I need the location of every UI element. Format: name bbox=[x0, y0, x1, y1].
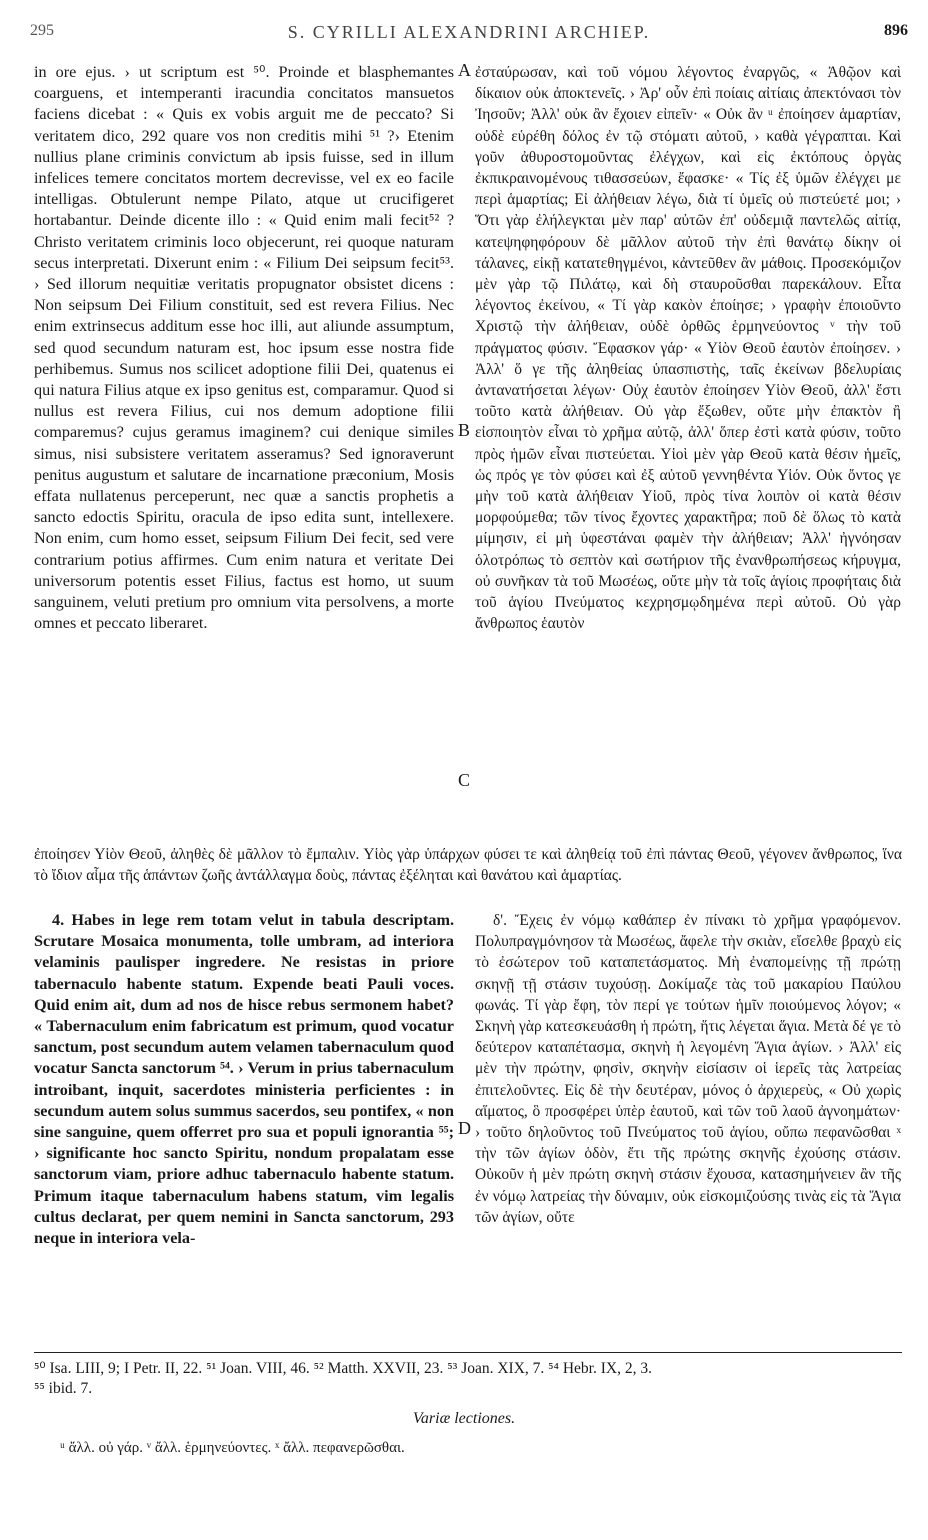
latin-column-1 bbox=[34, 62, 454, 842]
section-marker-d: D bbox=[458, 1118, 471, 1138]
latin-paragraph-1: in ore ejus. › ut scriptum est ⁵⁰. Proinde et blasphemantes coarguens, et intemperanti iracundia concitatos mansuetos faciens dicebat : « Quis ex vobis arguit me de peccato? Si veritatem dico, 292 quare vos non creditis mihi ⁵¹ ?› Etenim nullius plane criminis convictum ab ipsis fuisse, sed in illum infelices temere concitatos mortem decrevisse, vel ex eo facile intelligas. Obtulerunt nempe Pilato, atque ut crucifigeret hortabantur. Deinde dicente illo : « Quid enim mali fecit⁵² ? Christo veritatem criminis loco objecerunt, rei quoque naturam secus interpretati. Dixerunt enim : « Filium Dei seipsum fecit⁵³. › Sed illorum nequitiæ veritatis propugnator obsistet dicens : Non seipsum Dei Filium constituit, sed est revera Filius. Nec enim extrinsecus additum esse hoc illi, aut aliunde assumptum, sed quod secundum naturam est, hoc ipsum esse nostra fide perhibemus. Sumus nos scilicet adoptione filii Dei, quatenus ei qui natura Filius atque ex ipso genitus est, comparamur. Quod si nullus est revera Filius, cui nos demum adoptione filii comparemus? cujus geramus imaginem? cui denique similes simus, nisi subsistere veritatem asseramus? Sed ignoraverunt penitus augustum et salutare de incarnatione præconium, Mosis effata nullatenus perceperunt, nec quæ a sanctis prophetis a sancto edoctis Spiritu, oracula de ipso edita sunt, intellexere. Non enim, cum homo esset, seipsum Filium Dei fecit, sed vere contrarium potius affirmes. Cum enim natura et veritate Dei universorum potentis esset Filius, factus est homo, ut suum sanguinem, veluti pretium pro omnium vita persolvens, a morte omnes et peccato liberaret. bbox=[34, 63, 454, 633]
section-marker-c: C bbox=[458, 770, 471, 790]
page-number-right: 896 bbox=[884, 22, 908, 39]
latin-paragraph-2: 4. Habes in lege rem totam velut in tabula descriptam. Scrutare Mosaica monumenta, tolle umbram, ad interiora velaminis paulisper ingredere. Ne resistas in priore tabernaculo habente statum. Expende beati Pauli voces. Quid enim ait, dum ad nos de hisce rebus sermonem habet? « Tabernaculum enim fabricatum est primum, quod vocatur sanctum, post secundum autem velamen tabernaculum quod vocatur Sancta sanctorum ⁵⁴. › Verum in prius tabernaculum introibant, inquit, sacerdotes ministeria perficientes : in secundum autem solus summus sacerdos, seu pontifex, « non sine sanguine, quem offerret pro sua et populi ignorantia ⁵⁵; › significante hoc sancto Spiritu, nondum propalatam esse sanctorum viam, priore adhuc tabernaculo habente statum. Primum itaque tabernaculum habens statum, vim legalis cultus declarat, per quem nemini in Sancta sanctorum, 293 neque in interiora vela- bbox=[34, 911, 454, 1248]
greek-span-text: ἐποίησεν Υἱὸν Θεοῦ, ἀληθὲς δὲ μᾶλλον τὸ ἔμπαλιν. Υἱὸς γὰρ ὑπάρχων φύσει τε καὶ ἀληθείᾳ τοῦ ἐπὶ πάντας Θεοῦ, γέγονεν ἄνθρωπος, ἵνα τὸ ἴδιον αἷμα τῆς ἁπάντων ζωῆς ἀντάλλαγμα δοὺς, πάντας ἐξέληται καὶ θανάτου καὶ ἁμαρτίας. bbox=[34, 846, 902, 885]
section-marker-a: A bbox=[458, 60, 471, 80]
greek-paragraph-1: ἐσταύρωσαν, καὶ τοῦ νόμου λέγοντος ἐναργῶς, « Ἀθῷον καὶ δίκαιον οὐκ ἀποκτενεῖς. › Ἀρ' οὖν ἐπὶ ποίαις αἰτίαις ἀπεκτόνασι τὸν Ἰησοῦν; Ἀλλ' οὐκ ἂν ἔχοιεν εἰπεῖν· « Οὐκ ἂν ᵘ ἐποίησεν ἁμαρτίαν, οὐδὲ εὑρέθη δόλος ἐν τῷ στόματι αὐτοῦ, › καθὰ γέγραπται. Καὶ γοῦν ἀθυροστομοῦντας ἐλέγχων, καὶ εἰς ἐκτόπους ὀργὰς ἐκπικραινομένους τιθασσεύων, ἔφασκε· « Τίς ἐξ ὑμῶν ἐλέγχει με περὶ ἁμαρτίας; Εἰ ἀλήθειαν λέγω, διὰ τί ὑμεῖς οὐ πιστεύετέ μοι; › Ὅτι γὰρ ἐλήλεγκται μὲν παρ' αὐτῶν ἐπ' οὐδεμιᾷ παντελῶς αἰτίᾳ, κατεψηφηφόρουν δὲ μᾶλλον αὐτοῦ τὴν ἐπὶ θανάτῳ δίκην οἱ τάλανες, εἰκῇ κατατεθηγμένοι, κἀντεῦθεν ἂν μάθοις. Προσεκόμιζον μὲν γὰρ τῷ Πιλάτῳ, καὶ δὴ σταυροῦσθαι παρεκάλουν. Εἶτα λέγοντος ἐκείνου, « Τί γὰρ κακὸν ἐποίησε; › γραφὴν ἐποιοῦντο Χριστῷ τὴν ἀλήθειαν, οὐδὲ ὀρθῶς ἑρμηνεύοντος ᵛ τὴν τοῦ πράγματος φύσιν. Ἔφασκον γάρ· « Υἱὸν Θεοῦ ἑαυτὸν ἐποίησεν. › Ἀλλ' ὅ γε τῆς ἀληθείας ὑπασπιστὴς, ταῖς ἐκείνων βδελυρίαις ἀντανατήσεται λέγων· Οὐχ ἑαυτὸν ἐποίησεν Υἱὸν Θεοῦ, ἀλλ' ἔστι τοῦτο κατὰ ἀλήθειαν. Οὐ γὰρ ἔξωθεν, οὔτε μὴν ἐπακτὸν ἢ εἰσποιητὸν εἶναι τὸ χρῆμα αὐτῷ, ἀλλ' ὅπερ ἐστὶ κατὰ φύσιν, τοῦτο πρὸς ἡμῶν εἶναι πιστεύεται. Υἱοὶ μὲν γὰρ Θεοῦ κατὰ θέσιν ἡμεῖς, ὡς πρός γε τὸν φύσει καὶ ἐξ αὐτοῦ γεννηθέντα Υἱόν. Οὐκ ὄντος γε μὴν τοῦ κατὰ ἀλήθειαν Υἱοῦ, πρὸς τίνα λοιπὸν οἱ κατὰ θέσιν μορφούμεθα; τῶν τίνος ἔχοντες χαρακτῆρα; ποῦ δὲ ὅλως τὸ κατὰ μίμησιν, εἰ μὴ ὑφεστάναι φαμὲν τὴν ἀλήθειαν; Ἀλλ' ἠγνόησαν ὁλοτρόπως τὸ σεπτὸν καὶ σωτήριον τῆς ἐνανθρωπήσεως κήρυγμα, οὐ συνῆκαν τὰ τοῦ Μωσέως, οὔτε μὴν τὰ τοῖς ἁγίοις προφήταις διὰ τοῦ ἁγίου Πνεύματος κεχρησμῳδημένα περὶ αὐτοῦ. Οὐ γὰρ ἄνθρωπος ἑαυτὸν bbox=[475, 64, 901, 633]
section-marker-b: B bbox=[458, 420, 471, 440]
greek-spanning-paragraph bbox=[34, 844, 902, 908]
references-line-1: ⁵⁰ Isa. LIII, 9; I Petr. II, 22. ⁵¹ Joan. VIII, 46. ⁵² Matth. XXVII, 23. ⁵³ Joan. XIX, 7. ⁵⁴ Hebr. IX, 2, 3. bbox=[34, 1360, 652, 1377]
variant-readings-title: Variæ lectiones. bbox=[412, 1410, 516, 1427]
running-header bbox=[30, 8, 908, 48]
latin-column-2 bbox=[34, 910, 454, 1340]
greek-column-2 bbox=[475, 910, 901, 1340]
running-title: S. CYRILLI ALEXANDRINI ARCHIEP. bbox=[287, 22, 651, 42]
variant-readings: ᵘ ἄλλ. οὐ γάρ. ᵛ ἄλλ. ἑρμηνεύοντες. ˣ ἄλλ. πεφανερῶσθαι. bbox=[60, 1440, 405, 1456]
greek-paragraph-2: δ'. Ἔχεις ἐν νόμῳ καθάπερ ἐν πίνακι τὸ χρῆμα γραφόμενον. Πολυπραγμόνησον τὰ Μωσέως, ἄφελε τὴν σκιὰν, εἴσελθε βραχὺ εἰς τὸ ἐσώτερον τοῦ καταπετάσματος. Μὴ ἐναπομείνῃς τῇ πρώτῃ σκηνῇ τῇ στάσιν τυχούσῃ. Δοκίμαζε τὰς τοῦ μακαρίου Παύλου φωνάς. Τί γὰρ ἔφη, τὸν περί γε τούτων ἡμῖν ποιούμενος λόγον; « Σκηνὴ γὰρ κατεσκευάσθη ἡ πρώτη, ἥτις λέγεται ἅγια. Μετὰ δέ γε τὸ δεύτερον καταπέτασμα, σκηνὴ ἡ λεγομένη Ἅγια ἁγίων. › Ἀλλ' εἰς μὲν τὴν πρώτην, φησὶν, σκηνὴν εἰσίασιν οἱ ἱερεῖς τὰς λατρείας ἐπιτελοῦντες. Εἰς δὲ τὴν δευτέραν, μόνος ὁ ἀρχιερεὺς, « Οὐ χωρὶς αἵματος, ὃ προσφέρει ὑπὲρ ἑαυτοῦ, καὶ τῶν τοῦ λαοῦ ἀγνοημάτων· › τοῦτο δηλοῦντος τοῦ Πνεύματος τοῦ ἁγίου, οὔπω πεφανῶσθαι ˣ τὴν τῶν ἁγίων ὁδὸν, ἔτι τῆς πρώτης σκηνῆς ἐχούσης στάσιν. Οὐκοῦν ἡ μὲν πρώτη σκηνὴ στάσιν ἔχουσα, κατασημήνειεν ἂν τῆς ἐν νόμῳ λατρείας τὴν δύναμιν, οὐκ εἰσκομιζούσης τινὰς εἰς τὰ Ἅγια τῶν ἁγίων, οὔτε bbox=[475, 912, 901, 1226]
greek-column-1 bbox=[475, 62, 901, 842]
scripture-references bbox=[34, 1352, 902, 1399]
page-number-left: 295 bbox=[30, 22, 54, 39]
references-line-2: ⁵⁵ ibid. 7. bbox=[34, 1380, 93, 1397]
